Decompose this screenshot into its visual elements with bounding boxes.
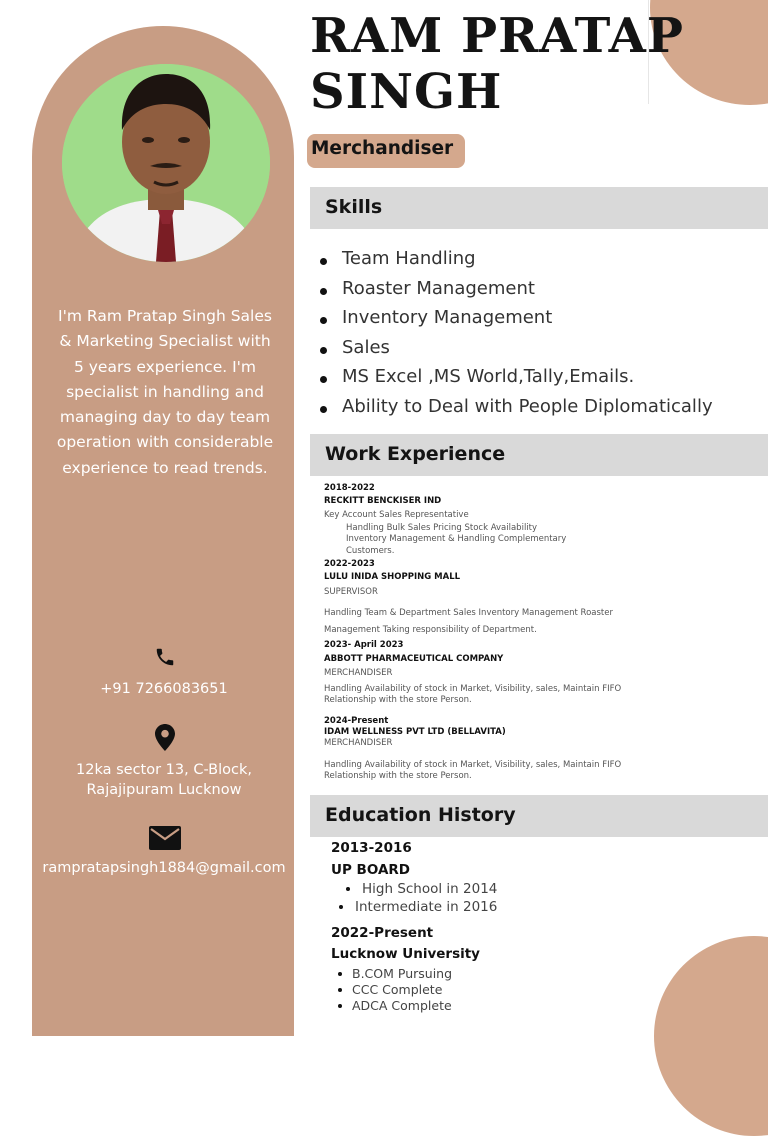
about-text: I'm Ram Pratap Singh Sales & Marketing Specialist with 5 years experience. I'm specialist in handling and managing day to day team operation with considerable experience to read trends. [56,307,274,477]
phone-icon [145,645,185,669]
envelope-icon [145,826,185,850]
work-detail: Customers. [346,546,395,556]
location-pin-icon [145,724,185,751]
profile-photo [62,64,270,262]
address-line-2: Rajajipuram Lucknow [86,782,242,798]
name-heading [310,8,684,120]
work-years: 2024-Present [324,716,389,726]
work-detail: Handling Availability of stock in Market, Visibility, sales, Maintain FIFO [324,684,622,694]
skill-item: Team Handling [320,244,713,274]
work-years: 2018-2022 [324,483,375,493]
work-title: MERCHANDISER [324,738,393,748]
education-item: High School in 2014 [362,881,498,897]
skills-list [320,244,713,422]
education-years: 2013-2016 [331,840,412,856]
work-detail: Management Taking responsibility of Department. [324,625,537,635]
name-line-1: RAM PRATAP [310,8,685,64]
skill-item: Inventory Management [320,303,713,333]
work-company: ABBOTT PHARMACEUTICAL COMPANY [324,654,504,664]
work-company: LULU INIDA SHOPPING MALL [324,572,461,582]
work-years: 2022-2023 [324,559,375,569]
skill-item: MS Excel ,MS World,Tally,Emails. [320,362,713,392]
role-badge: Merchandiser [307,134,465,168]
education-item: Intermediate in 2016 [355,899,498,915]
work-years: 2023- April 2023 [324,640,404,650]
work-detail: Relationship with the store Person. [324,695,472,705]
phone-number[interactable]: +91 7266083651 [100,681,228,697]
education-item: ADCA Complete [352,998,452,1013]
skills-heading: Skills [310,187,768,229]
education-years: 2022-Present [331,925,434,941]
address-line-1: 12ka sector 13, C-Block, [76,762,252,778]
work-heading: Work Experience [310,434,768,476]
skill-item: Sales [320,333,713,363]
work-title: Key Account Sales Representative [324,510,469,520]
education-board: UP BOARD [331,862,411,878]
education-board: Lucknow University [331,946,480,962]
work-company: IDAM WELLNESS PVT LTD (BELLAVITA) [324,727,506,737]
work-detail: Relationship with the store Person. [324,771,472,781]
work-title: MERCHANDISER [324,668,393,678]
skill-item: Ability to Deal with People Diplomatically [320,392,713,422]
name-line-2: SINGH [310,64,503,120]
education-heading: Education History [310,795,768,837]
education-item: B.COM Pursuing [352,966,453,981]
work-title: SUPERVISOR [324,587,378,597]
education-item: CCC Complete [352,982,443,997]
work-company: RECKITT BENCKISER IND [324,496,442,506]
work-detail: Handling Bulk Sales Pricing Stock Availability [346,523,538,533]
work-detail: Handling Availability of stock in Market, Visibility, sales, Maintain FIFO [324,760,622,770]
email-address[interactable]: rampratapsingh1884@gmail.com [42,860,286,876]
work-detail: Inventory Management & Handling Complementary [346,534,567,544]
skill-item: Roaster Management [320,274,713,304]
decorative-circle-bottom [654,936,768,1136]
work-detail: Handling Team & Department Sales Inventory Management Roaster [324,608,613,618]
